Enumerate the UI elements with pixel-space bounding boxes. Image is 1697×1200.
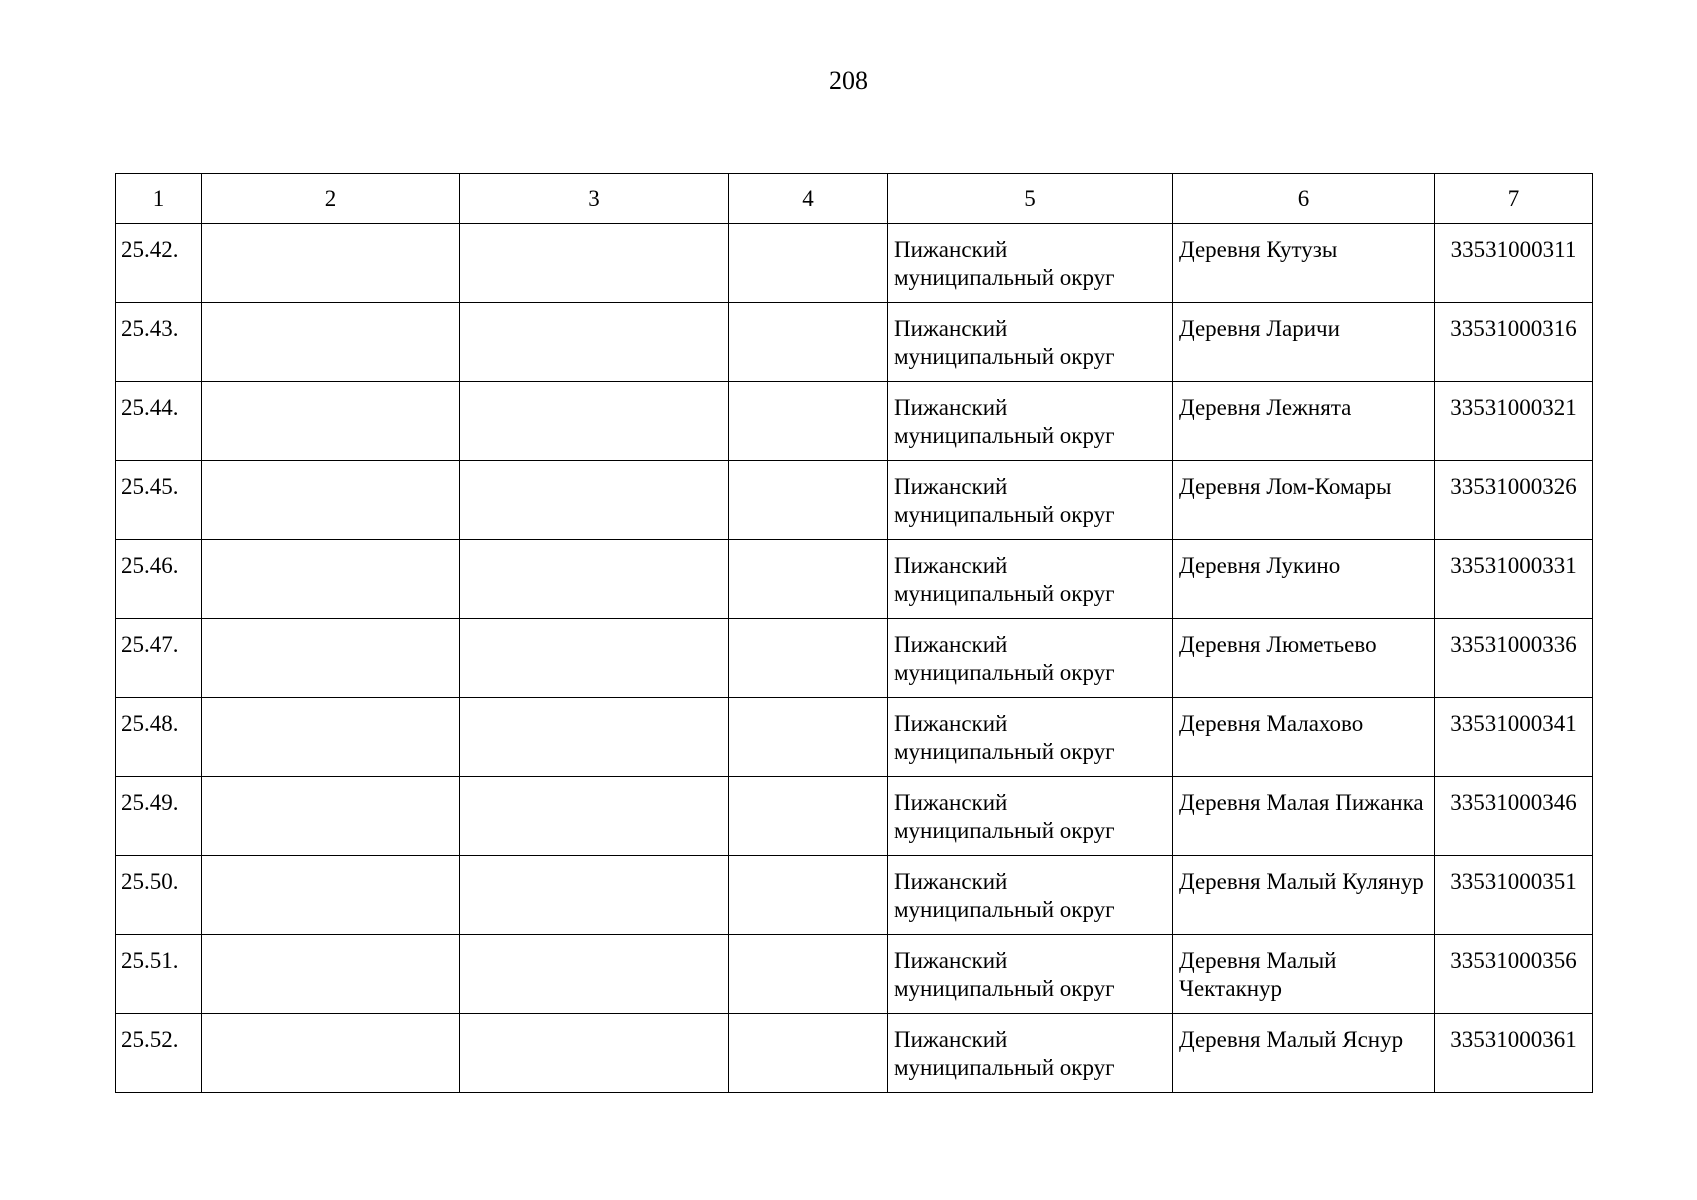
column-2-cell xyxy=(202,698,460,777)
district-cell: Пижанский муниципальный округ xyxy=(888,856,1173,935)
registry-table xyxy=(115,173,1593,1093)
column-3-cell xyxy=(460,619,729,698)
column-2-cell xyxy=(202,1014,460,1093)
code-cell: 33531000361 xyxy=(1435,1014,1593,1093)
settlement-cell: Деревня Люметьево xyxy=(1173,619,1435,698)
district-cell: Пижанский муниципальный округ xyxy=(888,777,1173,856)
row-number: 25.42. xyxy=(116,224,202,303)
table-row xyxy=(116,777,1593,856)
column-header-4: 4 xyxy=(729,174,888,224)
column-4-cell xyxy=(729,1014,888,1093)
column-2-cell xyxy=(202,777,460,856)
table-row xyxy=(116,303,1593,382)
settlement-cell: Деревня Малый Кулянур xyxy=(1173,856,1435,935)
column-4-cell xyxy=(729,382,888,461)
district-cell: Пижанский муниципальный округ xyxy=(888,224,1173,303)
settlement-cell: Деревня Малая Пижанка xyxy=(1173,777,1435,856)
code-cell: 33531000316 xyxy=(1435,303,1593,382)
settlement-cell: Деревня Лом-Комары xyxy=(1173,461,1435,540)
column-4-cell xyxy=(729,303,888,382)
row-number: 25.52. xyxy=(116,1014,202,1093)
district-cell: Пижанский муниципальный округ xyxy=(888,1014,1173,1093)
column-header-6: 6 xyxy=(1173,174,1435,224)
column-2-cell xyxy=(202,224,460,303)
column-3-cell xyxy=(460,935,729,1014)
column-3-cell xyxy=(460,698,729,777)
code-cell: 33531000351 xyxy=(1435,856,1593,935)
table-row xyxy=(116,698,1593,777)
table-row xyxy=(116,461,1593,540)
code-cell: 33531000331 xyxy=(1435,540,1593,619)
code-cell: 33531000346 xyxy=(1435,777,1593,856)
district-cell: Пижанский муниципальный округ xyxy=(888,935,1173,1014)
table-row xyxy=(116,1014,1593,1093)
column-4-cell xyxy=(729,698,888,777)
column-4-cell xyxy=(729,224,888,303)
column-4-cell xyxy=(729,856,888,935)
settlement-cell: Деревня Малахово xyxy=(1173,698,1435,777)
column-2-cell xyxy=(202,382,460,461)
code-cell: 33531000311 xyxy=(1435,224,1593,303)
column-2-cell xyxy=(202,856,460,935)
column-header-7: 7 xyxy=(1435,174,1593,224)
column-2-cell xyxy=(202,619,460,698)
row-number: 25.49. xyxy=(116,777,202,856)
row-number: 25.48. xyxy=(116,698,202,777)
column-2-cell xyxy=(202,461,460,540)
row-number: 25.43. xyxy=(116,303,202,382)
page-number: 208 xyxy=(829,66,868,95)
column-3-cell xyxy=(460,1014,729,1093)
table-row xyxy=(116,856,1593,935)
settlement-cell: Деревня Лежнята xyxy=(1173,382,1435,461)
column-header-1: 1 xyxy=(116,174,202,224)
table-row xyxy=(116,619,1593,698)
table-body xyxy=(116,224,1593,1093)
settlement-cell: Деревня Кутузы xyxy=(1173,224,1435,303)
district-cell: Пижанский муниципальный округ xyxy=(888,540,1173,619)
column-3-cell xyxy=(460,382,729,461)
column-4-cell xyxy=(729,540,888,619)
settlement-cell: Деревня Ларичи xyxy=(1173,303,1435,382)
column-4-cell xyxy=(729,935,888,1014)
code-cell: 33531000356 xyxy=(1435,935,1593,1014)
settlement-cell: Деревня Малый Яснур xyxy=(1173,1014,1435,1093)
column-header-5: 5 xyxy=(888,174,1173,224)
code-cell: 33531000341 xyxy=(1435,698,1593,777)
district-cell: Пижанский муниципальный округ xyxy=(888,461,1173,540)
district-cell: Пижанский муниципальный округ xyxy=(888,303,1173,382)
column-header-3: 3 xyxy=(460,174,729,224)
table-header xyxy=(116,174,1593,224)
column-2-cell xyxy=(202,303,460,382)
settlement-cell: Деревня Малый Чектакнур xyxy=(1173,935,1435,1014)
code-cell: 33531000321 xyxy=(1435,382,1593,461)
column-3-cell xyxy=(460,303,729,382)
column-4-cell xyxy=(729,777,888,856)
column-3-cell xyxy=(460,856,729,935)
column-4-cell xyxy=(729,461,888,540)
row-number: 25.44. xyxy=(116,382,202,461)
district-cell: Пижанский муниципальный округ xyxy=(888,382,1173,461)
row-number: 25.51. xyxy=(116,935,202,1014)
column-2-cell xyxy=(202,935,460,1014)
code-cell: 33531000326 xyxy=(1435,461,1593,540)
row-number: 25.46. xyxy=(116,540,202,619)
column-3-cell xyxy=(460,461,729,540)
column-3-cell xyxy=(460,540,729,619)
column-3-cell xyxy=(460,224,729,303)
table-row xyxy=(116,935,1593,1014)
column-3-cell xyxy=(460,777,729,856)
header-row xyxy=(116,174,1593,224)
table-row xyxy=(116,540,1593,619)
row-number: 25.50. xyxy=(116,856,202,935)
row-number: 25.45. xyxy=(116,461,202,540)
code-cell: 33531000336 xyxy=(1435,619,1593,698)
table-row xyxy=(116,224,1593,303)
district-cell: Пижанский муниципальный округ xyxy=(888,619,1173,698)
column-4-cell xyxy=(729,619,888,698)
column-2-cell xyxy=(202,540,460,619)
row-number: 25.47. xyxy=(116,619,202,698)
table-row xyxy=(116,382,1593,461)
column-header-2: 2 xyxy=(202,174,460,224)
district-cell: Пижанский муниципальный округ xyxy=(888,698,1173,777)
settlement-cell: Деревня Лукино xyxy=(1173,540,1435,619)
